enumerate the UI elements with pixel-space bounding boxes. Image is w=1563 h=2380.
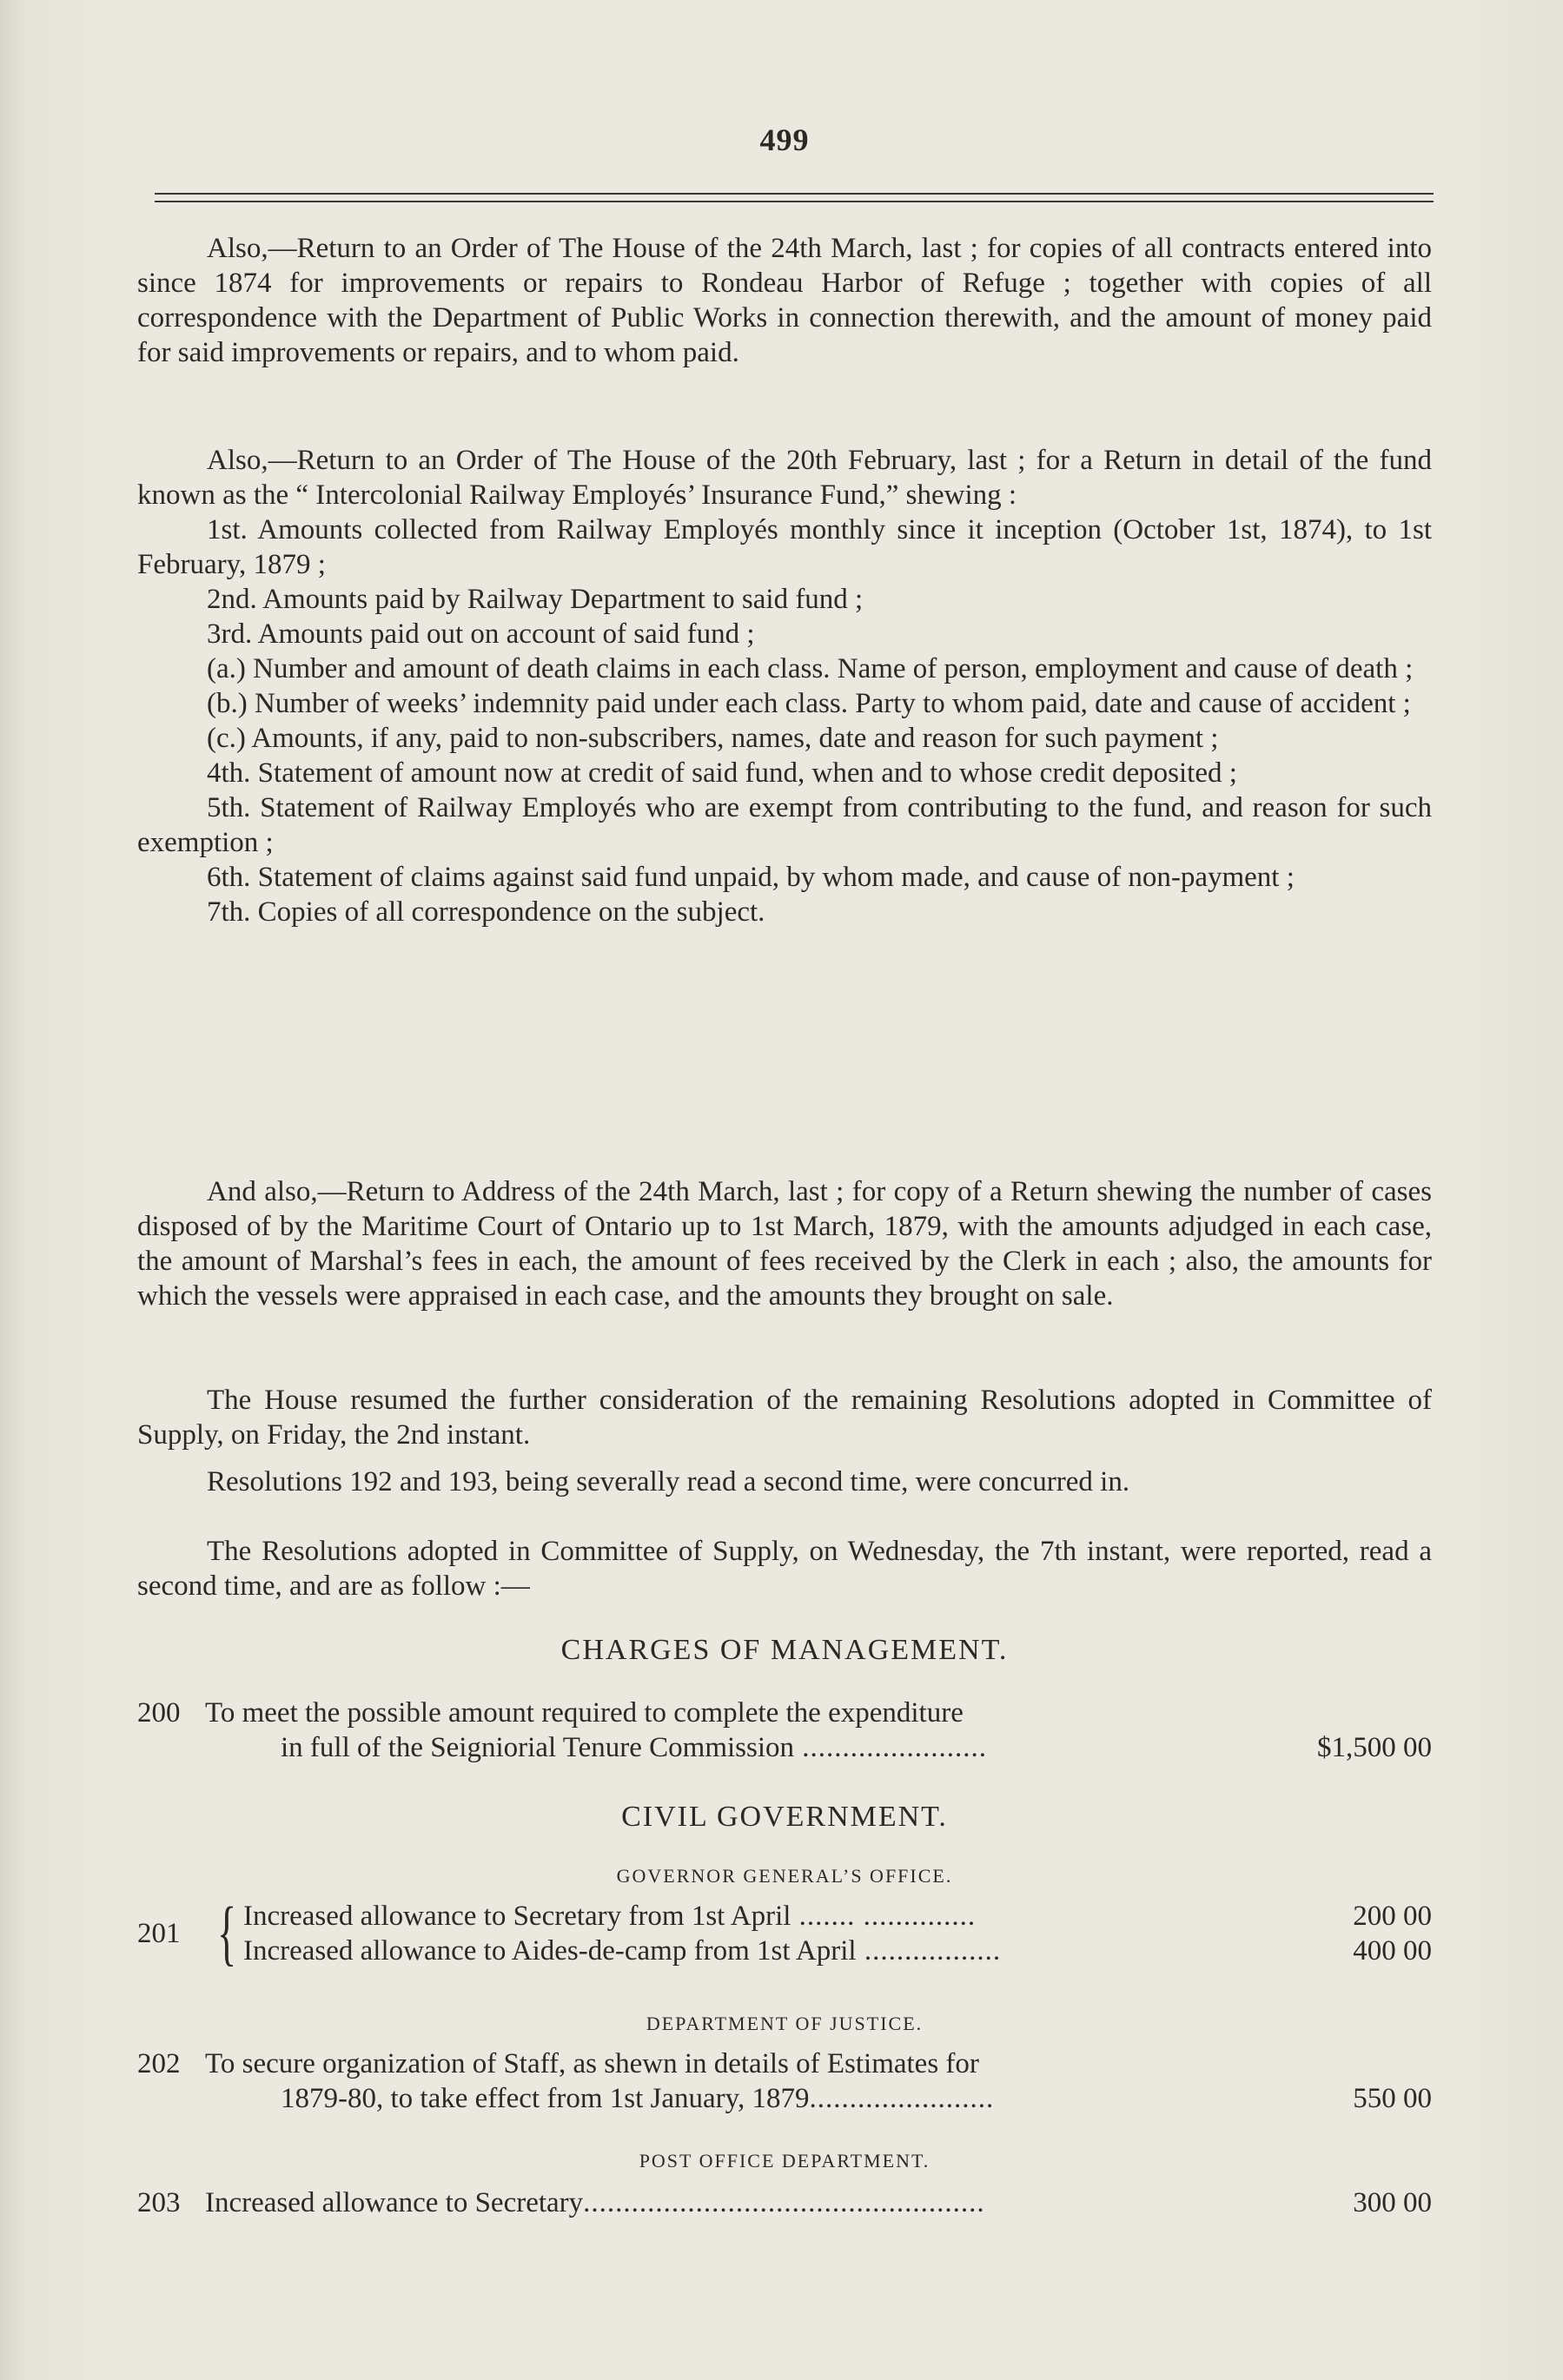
list-item: 6th. Statement of claims against said fund unpaid, by whom made, and cause of non-payment ; <box>207 862 1295 893</box>
rondeau-return <box>137 231 1432 370</box>
header-rule <box>155 193 1434 195</box>
page-number: 499 <box>759 122 810 157</box>
brace: { <box>217 1893 237 1973</box>
list-item: (c.) Amounts, if any, paid to non-subscribers, names, date and reason for such payment ; <box>207 723 1219 754</box>
estimate-number: 201 <box>137 1918 181 1949</box>
estimate-amount: $1,500 00 <box>1317 1732 1432 1763</box>
subsection-heading: GOVERNOR GENERAL’S OFFICE. <box>616 1865 953 1887</box>
paragraph: Also,—Return to an Order of The House of the 20th February, last ; for a Return in detail of the fund known as the “ Intercolonial Railway Employés’ Insurance Fund,” shewing : <box>137 445 1432 511</box>
estimate-text: in full of the Seigniorial Tenure Commission ....................... <box>281 1732 988 1763</box>
maritime-court-return <box>137 1174 1432 1313</box>
paragraph: The House resumed the further consideration of the remaining Resolutions adopted in Committee of Supply, on Friday, the 2nd instant. <box>137 1385 1432 1451</box>
civil-heading-block <box>137 1800 1432 1835</box>
list-item: (b.) Number of weeks’ indemnity paid under each class. Party to whom paid, date and cause of accident ; <box>207 688 1411 719</box>
estimate-201 <box>137 1893 1432 1973</box>
estimate-text: Increased allowance to Aides-de-camp from 1st April ................. <box>243 1935 1002 1967</box>
insurance-fund-return <box>137 443 1432 929</box>
estimate-text: 1879-80, to take effect from 1st January, 1879....................... <box>281 2083 995 2114</box>
list-item: 1st. Amounts collected from Railway Employés monthly since it inception (October 1st, 1874), to 1st February, 1879 ; <box>137 514 1432 580</box>
estimate-amount: 400 00 <box>1353 1935 1432 1967</box>
estimate-text: Increased allowance to Secretary from 1st April ....... .............. <box>243 1901 977 1932</box>
estimate-number: 203 <box>137 2187 181 2218</box>
estimate-200 <box>137 1696 1432 1765</box>
list-item: 3rd. Amounts paid out on account of said fund ; <box>207 618 755 650</box>
resolutions-concurred <box>137 1464 1432 1499</box>
charges-heading-block <box>137 1633 1432 1668</box>
paragraph: The Resolutions adopted in Committee of Supply, on Wednesday, the 7th instant, were reported, read a second time, and are as follow :— <box>137 1536 1432 1602</box>
list-item: (a.) Number and amount of death claims in each class. Name of person, employment and cause of death ; <box>207 653 1414 684</box>
resolutions-reported <box>137 1534 1432 1603</box>
list-item: 5th. Statement of Railway Employés who are exempt from contributing to the fund, and reason for such exemption ; <box>137 792 1432 858</box>
paragraph: And also,—Return to Address of the 24th March, last ; for copy of a Return shewing the number of cases disposed of by the Maritime Court of Ontario up to 1st March, 1879, with the amounts adjudged in each case, the amount of Marshal’s fees in each, the amount of fees received by the Clerk in each ; also, the amounts for which the vessels were appraised in each case, and the amounts they brought on sale. <box>137 1176 1432 1312</box>
subsection-heading: DEPARTMENT OF JUSTICE. <box>646 2013 924 2034</box>
house-resumed <box>137 1383 1432 1452</box>
post-subheading-block <box>137 2144 1432 2178</box>
estimate-text: Increased allowance to Secretary.................................................. <box>205 2187 985 2218</box>
estimate-amount: 200 00 <box>1353 1901 1432 1932</box>
subsection-heading: POST OFFICE DEPARTMENT. <box>639 2150 931 2172</box>
estimate-text: To secure organization of Staff, as shewn in details of Estimates for <box>205 2048 979 2079</box>
estimate-203 <box>137 2185 1432 2220</box>
estimate-number: 202 <box>137 2048 181 2079</box>
section-heading: CIVIL GOVERNMENT. <box>621 1801 948 1833</box>
list-item: 7th. Copies of all correspondence on the subject. <box>207 896 765 928</box>
estimate-number: 200 <box>137 1697 181 1729</box>
justice-subheading-block <box>137 2006 1432 2041</box>
header-rule-thin <box>155 201 1434 202</box>
estimate-202 <box>137 2046 1432 2116</box>
list-item: 2nd. Amounts paid by Railway Department to said fund ; <box>207 584 864 615</box>
list-item: 4th. Statement of amount now at credit of said fund, when and to whose credit deposited ; <box>207 757 1237 789</box>
governor-subheading-block <box>137 1859 1432 1894</box>
estimate-text: To meet the possible amount required to complete the expenditure <box>205 1697 964 1729</box>
estimate-amount: 550 00 <box>1353 2083 1432 2114</box>
section-heading: CHARGES OF MANAGEMENT. <box>560 1634 1009 1666</box>
estimate-amount: 300 00 <box>1353 2187 1432 2218</box>
paragraph: Resolutions 192 and 193, being severally read a second time, were concurred in. <box>207 1466 1130 1497</box>
paragraph: Also,—Return to an Order of The House of the 24th March, last ; for copies of all contracts entered into since 1874 for improvements or repairs to Rondeau Harbor of Refuge ; together with copies of all correspondence with the Department of Public Works in connection therewith, and the amount of money paid for said improvements or repairs, and to whom paid. <box>137 233 1432 368</box>
